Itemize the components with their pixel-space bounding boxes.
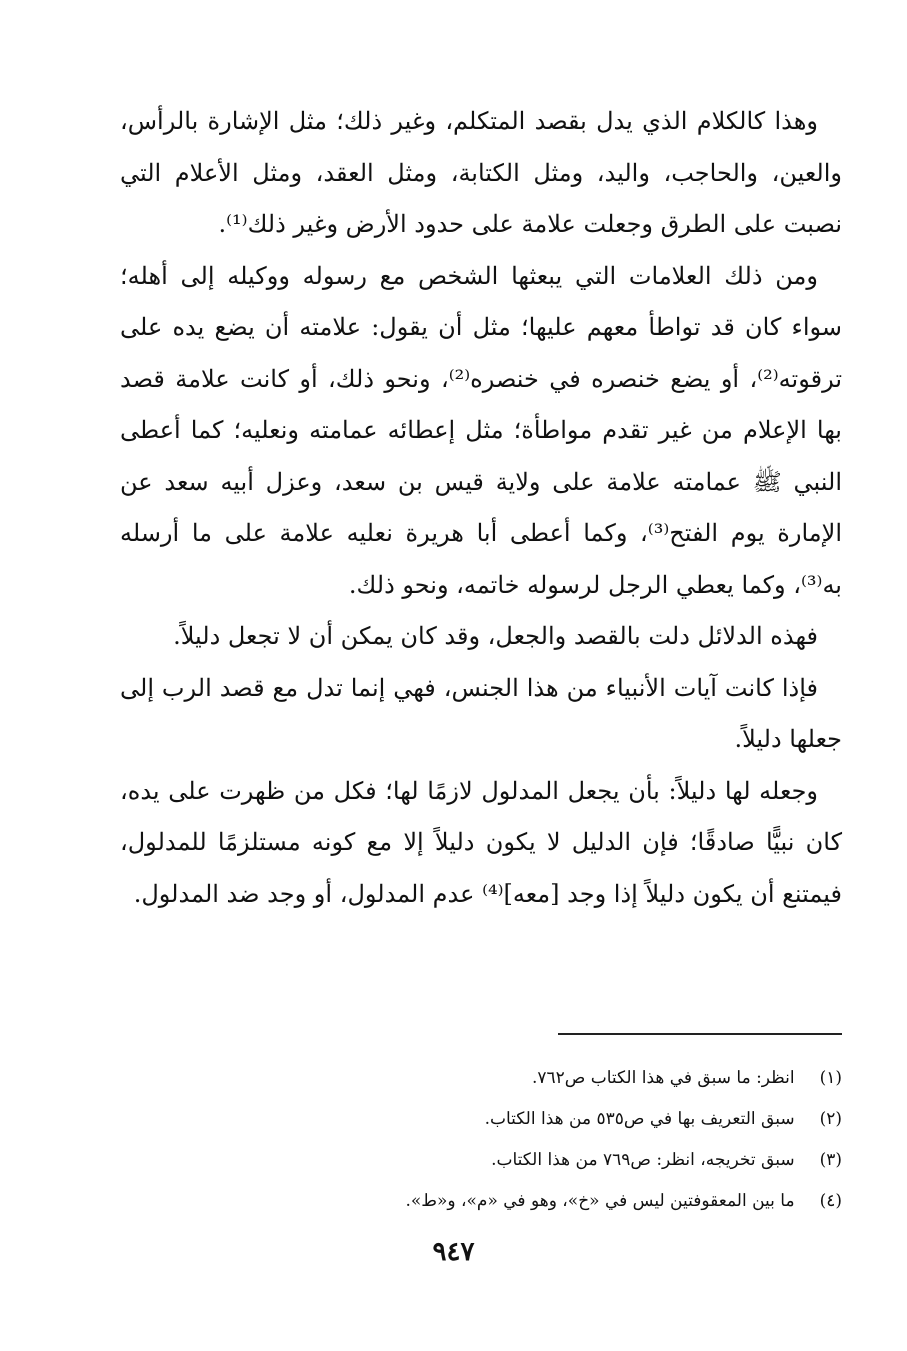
- paragraph-3: فهذه الدلائل دلت بالقصد والجعل، وقد كان يمكن أن لا تجعل دليلاً.: [173, 622, 818, 650]
- footnote-item: [300, 1058, 842, 1099]
- paragraph-2: ومن ذلك العلامات التي يبعثها الشخص مع رسوله ووكيله إلى أهله؛ سواء كان قد تواطأ معهم عليها؛ مثل أن يقول: علامته أن يضع يده على ترقوته⁽²⁾، أو يضع خنصره في خنصره⁽²⁾، ونحو ذلك، أو كانت علامة قصد بها الإعلام من غير تقدم مواطأة؛ مثل إعطائه عمامته ونعليه؛ كما أعطى النبي ﷺ عمامته علامة على ولاية قيس بن سعد، وعزل أبيه سعد عن الإمارة يوم الفتح⁽³⁾، وكما أعطى أبا هريرة نعليه علامة على ما أرسله به⁽³⁾، وكما يعطي الرجل لرسوله خاتمه، ونحو ذلك.: [120, 261, 842, 599]
- footnote-item: [300, 1099, 842, 1140]
- page-number: ٩٤٧: [432, 1237, 475, 1267]
- footnote-item: [300, 1181, 842, 1222]
- footnote-text: سبق تخريجه، انظر: ص٧٦٩ من هذا الكتاب.: [491, 1150, 795, 1170]
- paragraph-5: وجعله لها دليلاً: بأن يجعل المدلول لازمًا لها؛ فكل من ظهرت على يده، كان نبيًّا صادقًا؛ فإن الدليل لا يكون دليلاً إلا مع كونه مستلزمًا للمدلول، فيمتنع أن يكون دليلاً إذا وجد [معه]⁽⁴⁾ عدم المدلول، أو وجد ضد المدلول.: [120, 776, 842, 908]
- footnotes-section: [300, 1058, 842, 1222]
- footnote-number: (٤): [819, 1191, 842, 1211]
- footnote-text: انظر: ما سبق في هذا الكتاب ص٧٦٢.: [531, 1068, 795, 1088]
- footnote-number: (١): [819, 1068, 842, 1088]
- footnote-divider: [558, 1033, 842, 1035]
- footnote-text: ما بين المعقوفتين ليس في «خ»، وهو في «م»، و«ط».: [405, 1191, 795, 1211]
- footnote-number: (٢): [819, 1109, 842, 1129]
- main-text-body: [120, 96, 842, 920]
- footnote-text: سبق التعريف بها في ص٥٣٥ من هذا الكتاب.: [484, 1109, 795, 1129]
- footnote-number: (٣): [819, 1150, 842, 1170]
- paragraph-1: وهذا كالكلام الذي يدل بقصد المتكلم، وغير ذلك؛ مثل الإشارة بالرأس، والعين، والحاجب، واليد، ومثل الكتابة، ومثل العقد، ومثل الأعلام التي نصبت على الطرق وجعلت علامة على حدود الأرض وغير ذلك⁽¹⁾.: [120, 107, 842, 238]
- paragraph-4: فإذا كانت آيات الأنبياء من هذا الجنس، فهي إنما تدل مع قصد الرب إلى جعلها دليلاً.: [120, 673, 842, 753]
- footnote-item: [300, 1140, 842, 1181]
